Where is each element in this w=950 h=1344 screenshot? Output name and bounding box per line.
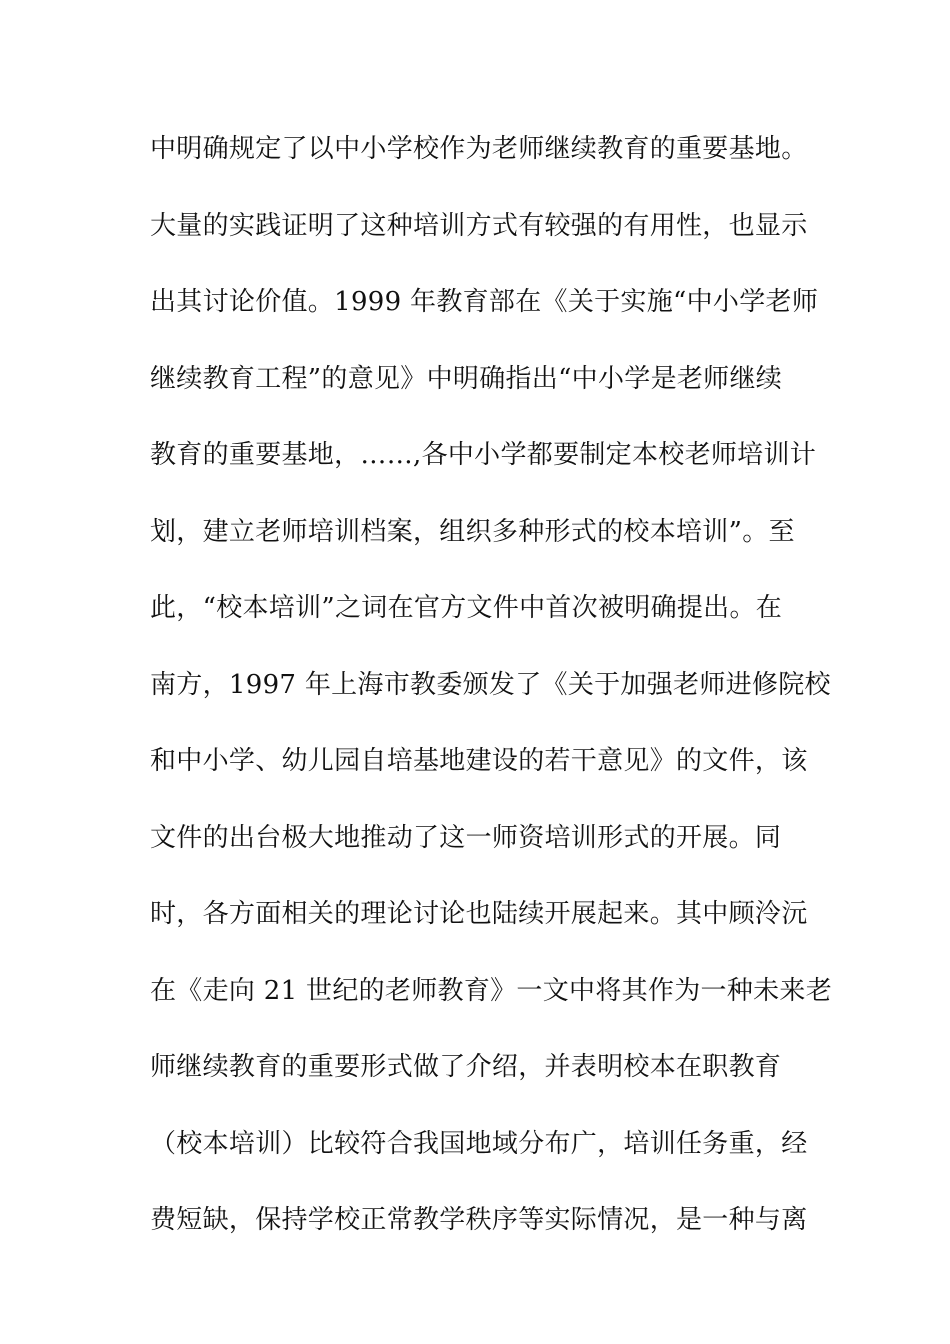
body-text bbox=[150, 124, 833, 1272]
text-line: 时，各方面相关的理论讨论也陆续开展起来。其中顾泠沅 bbox=[150, 899, 808, 929]
text-line: 教育的重要基地，……,各中小学都要制定本校老师培训计 bbox=[150, 440, 817, 470]
text-line: （校本培训）比较符合我国地域分布广，培训任务重，经 bbox=[150, 1128, 808, 1159]
text-line: 出其讨论价值。1999 年教育部在《关于实施“中小学老师 bbox=[150, 287, 819, 317]
text-line: 划，建立老师培训档案，组织多种形式的校本培训”。至 bbox=[150, 516, 795, 547]
text-line: 费短缺，保持学校正常教学秩序等实际情况，是一种与离 bbox=[150, 1205, 808, 1235]
text-line: 文件的出台极大地推动了这一师资培训形式的开展。同 bbox=[150, 822, 782, 853]
text-line: 在《走向 21 世纪的老师教育》一文中将其作为一种未来老 bbox=[150, 975, 833, 1006]
text-line: 此，“校本培训”之词在官方文件中首次被明确提出。在 bbox=[150, 593, 783, 623]
text-line: 大量的实践证明了这种培训方式有较强的有用性，也显示 bbox=[150, 210, 808, 241]
text-line: 继续教育工程”的意见》中明确指出“中小学是老师继续 bbox=[150, 363, 783, 394]
text-line: 南方，1997 年上海市教委颁发了《关于加强老师进修院校 bbox=[150, 669, 831, 700]
text-line: 师继续教育的重要形式做了介绍，并表明校本在职教育 bbox=[150, 1052, 782, 1082]
text-line: 中明确规定了以中小学校作为老师继续教育的重要基地。 bbox=[150, 134, 808, 164]
text-line: 和中小学、幼儿园自培基地建设的若干意见》的文件，该 bbox=[150, 746, 808, 776]
